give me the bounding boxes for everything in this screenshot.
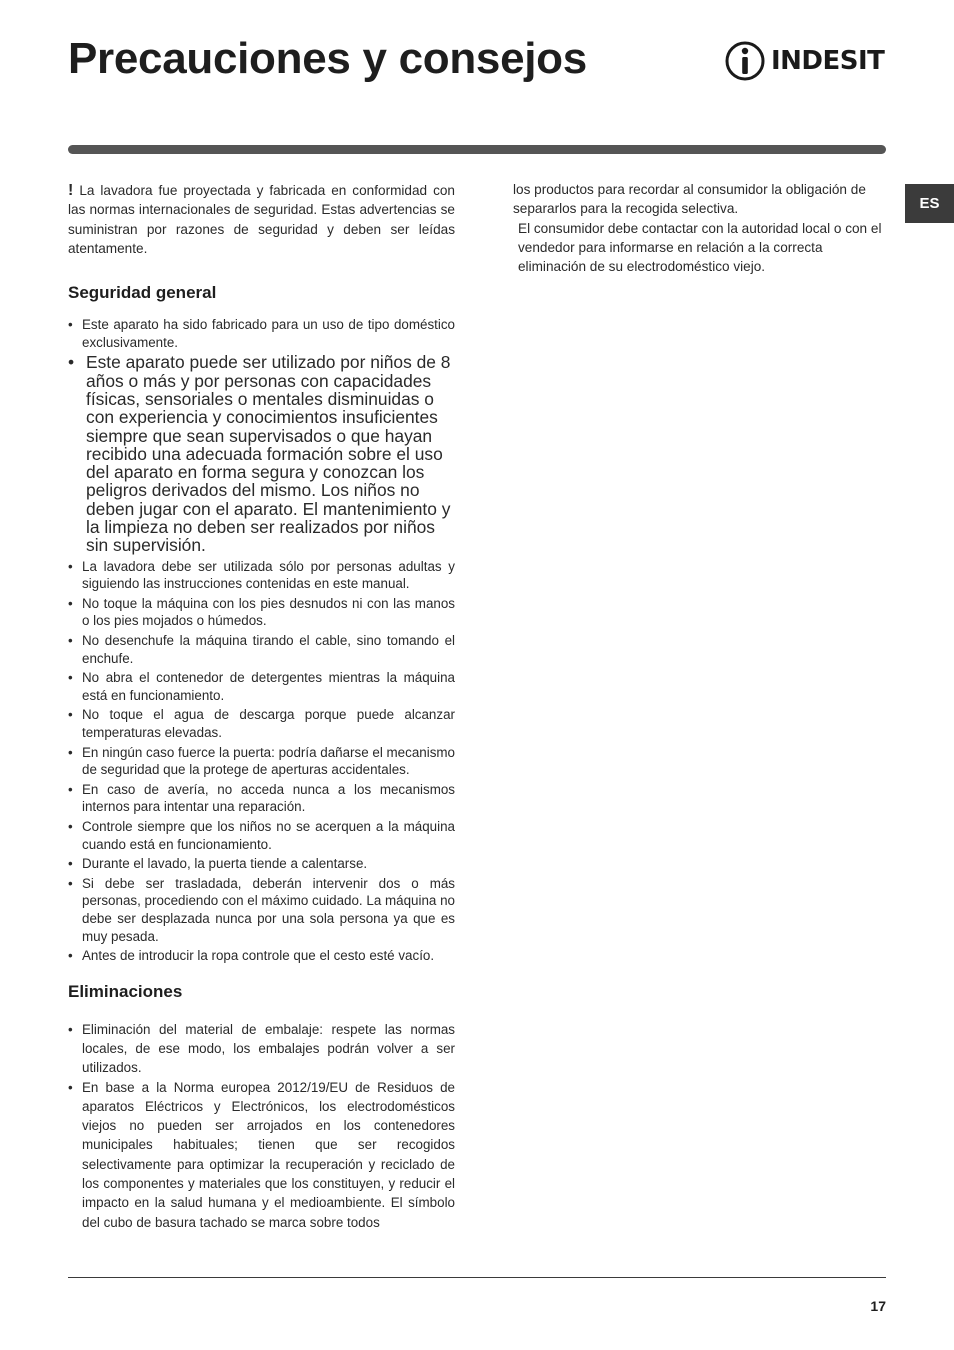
section-title-disposal: Eliminaciones — [68, 981, 183, 1001]
right-column — [513, 180, 887, 276]
page-title: Precauciones y consejos — [68, 34, 587, 83]
list-item: • Eliminación del material de embalaje: respete las normas locales, de ese modo, los embalajes podrán volver a ser utilizados. — [68, 1020, 455, 1078]
page-number: 17 — [870, 1298, 886, 1314]
list-item: • No toque la máquina con los pies desnudos ni con las manos o los pies mojados o húmedos. — [68, 595, 455, 630]
disposal-continued-text: los productos para recordar al consumidor la obligación de separarlos para la recogida selectiva. — [513, 182, 866, 217]
list-item: • Durante el lavado, la puerta tiende a calentarse. — [68, 855, 455, 873]
list-item: • En caso de avería, no acceda nunca a los mecanismos internos para intentar una reparación. — [68, 781, 455, 816]
list-item: • La lavadora debe ser utilizada sólo por personas adultas y siguiendo las instrucciones contenidas en este manual. — [68, 558, 455, 593]
disposal-contact-text: El consumidor debe contactar con la autoridad local o con el vendedor para informarse en relación a la correcta eliminación de su electrodoméstico viejo. — [518, 220, 882, 275]
list-item: • Controle siempre que los niños no se acerquen a la máquina cuando está en funcionamiento. — [68, 818, 455, 853]
list-item: • En base a la Norma europea 2012/19/EU de Residuos de aparatos Eléctricos y Electrónicos, los electrodomésticos viejos no pueden ser arrojados en los contenedores municipales habituales; tienen que ser recogidos selectivamente para optimizar la recuperación y reciclado de los componentes y materiales que los constituyen, y reducir el impacto en la salud humana y el medioambiente. El símbolo del cubo de basura tachado se marca sobre todos — [68, 1078, 455, 1232]
brand-name: INDESIT — [771, 46, 885, 76]
list-item: • En ningún caso fuerce la puerta: podría dañarse el mecanismo de seguridad que la protege de aperturas accidentales. — [68, 744, 455, 779]
disposal-list — [68, 1020, 455, 1232]
brand-logo — [725, 40, 887, 82]
header-divider — [68, 145, 886, 154]
list-item: • Este aparato ha sido fabricado para un uso de tipo doméstico exclusivamente. — [68, 316, 455, 351]
section-title-general-safety: Seguridad general — [68, 283, 217, 303]
list-item: • No desenchufe la máquina tirando el cable, sino tomando el enchufe. — [68, 632, 455, 667]
footer-divider — [68, 1277, 886, 1278]
general-safety-list — [68, 316, 455, 965]
list-item: • No toque el agua de descarga porque puede alcanzar temperaturas elevadas. — [68, 706, 455, 741]
left-column — [68, 181, 455, 1232]
list-item: • Si debe ser trasladada, deberán intervenir dos o más personas, procediendo con el máximo cuidado. La máquina no debe ser desplazada nunca por una sola persona ya que es muy pesada. — [68, 875, 455, 945]
intro-paragraph — [68, 181, 455, 258]
language-tab: ES — [905, 184, 954, 223]
list-item: • Este aparato puede ser utilizado por niños de 8 años o más y por personas con capacidades físicas, sensoriales o mentales disminuidas o con experiencia y conocimientos insuficientes siempre que sean supervisados o que hayan recibido una adecuada formación sobre el uso del aparato en forma segura y conozcan los peligros derivados del mismo. Los niños no deben jugar con el aparato. El mantenimiento y la limpieza no deben ser realizados por niños sin supervisión. — [68, 353, 455, 554]
list-item: • No abra el contenedor de detergentes mientras la máquina está en funcionamiento. — [68, 669, 455, 704]
intro-text: La lavadora fue proyectada y fabricada en conformidad con las normas internacionales de seguridad. Estas advertencias se suministran por razones de seguridad y deben ser leídas atentamente. — [68, 183, 455, 256]
list-item: • Antes de introducir la ropa controle que el cesto esté vacío. — [68, 947, 455, 965]
brand-logo-icon — [725, 40, 765, 82]
warning-mark: ! — [68, 182, 74, 199]
